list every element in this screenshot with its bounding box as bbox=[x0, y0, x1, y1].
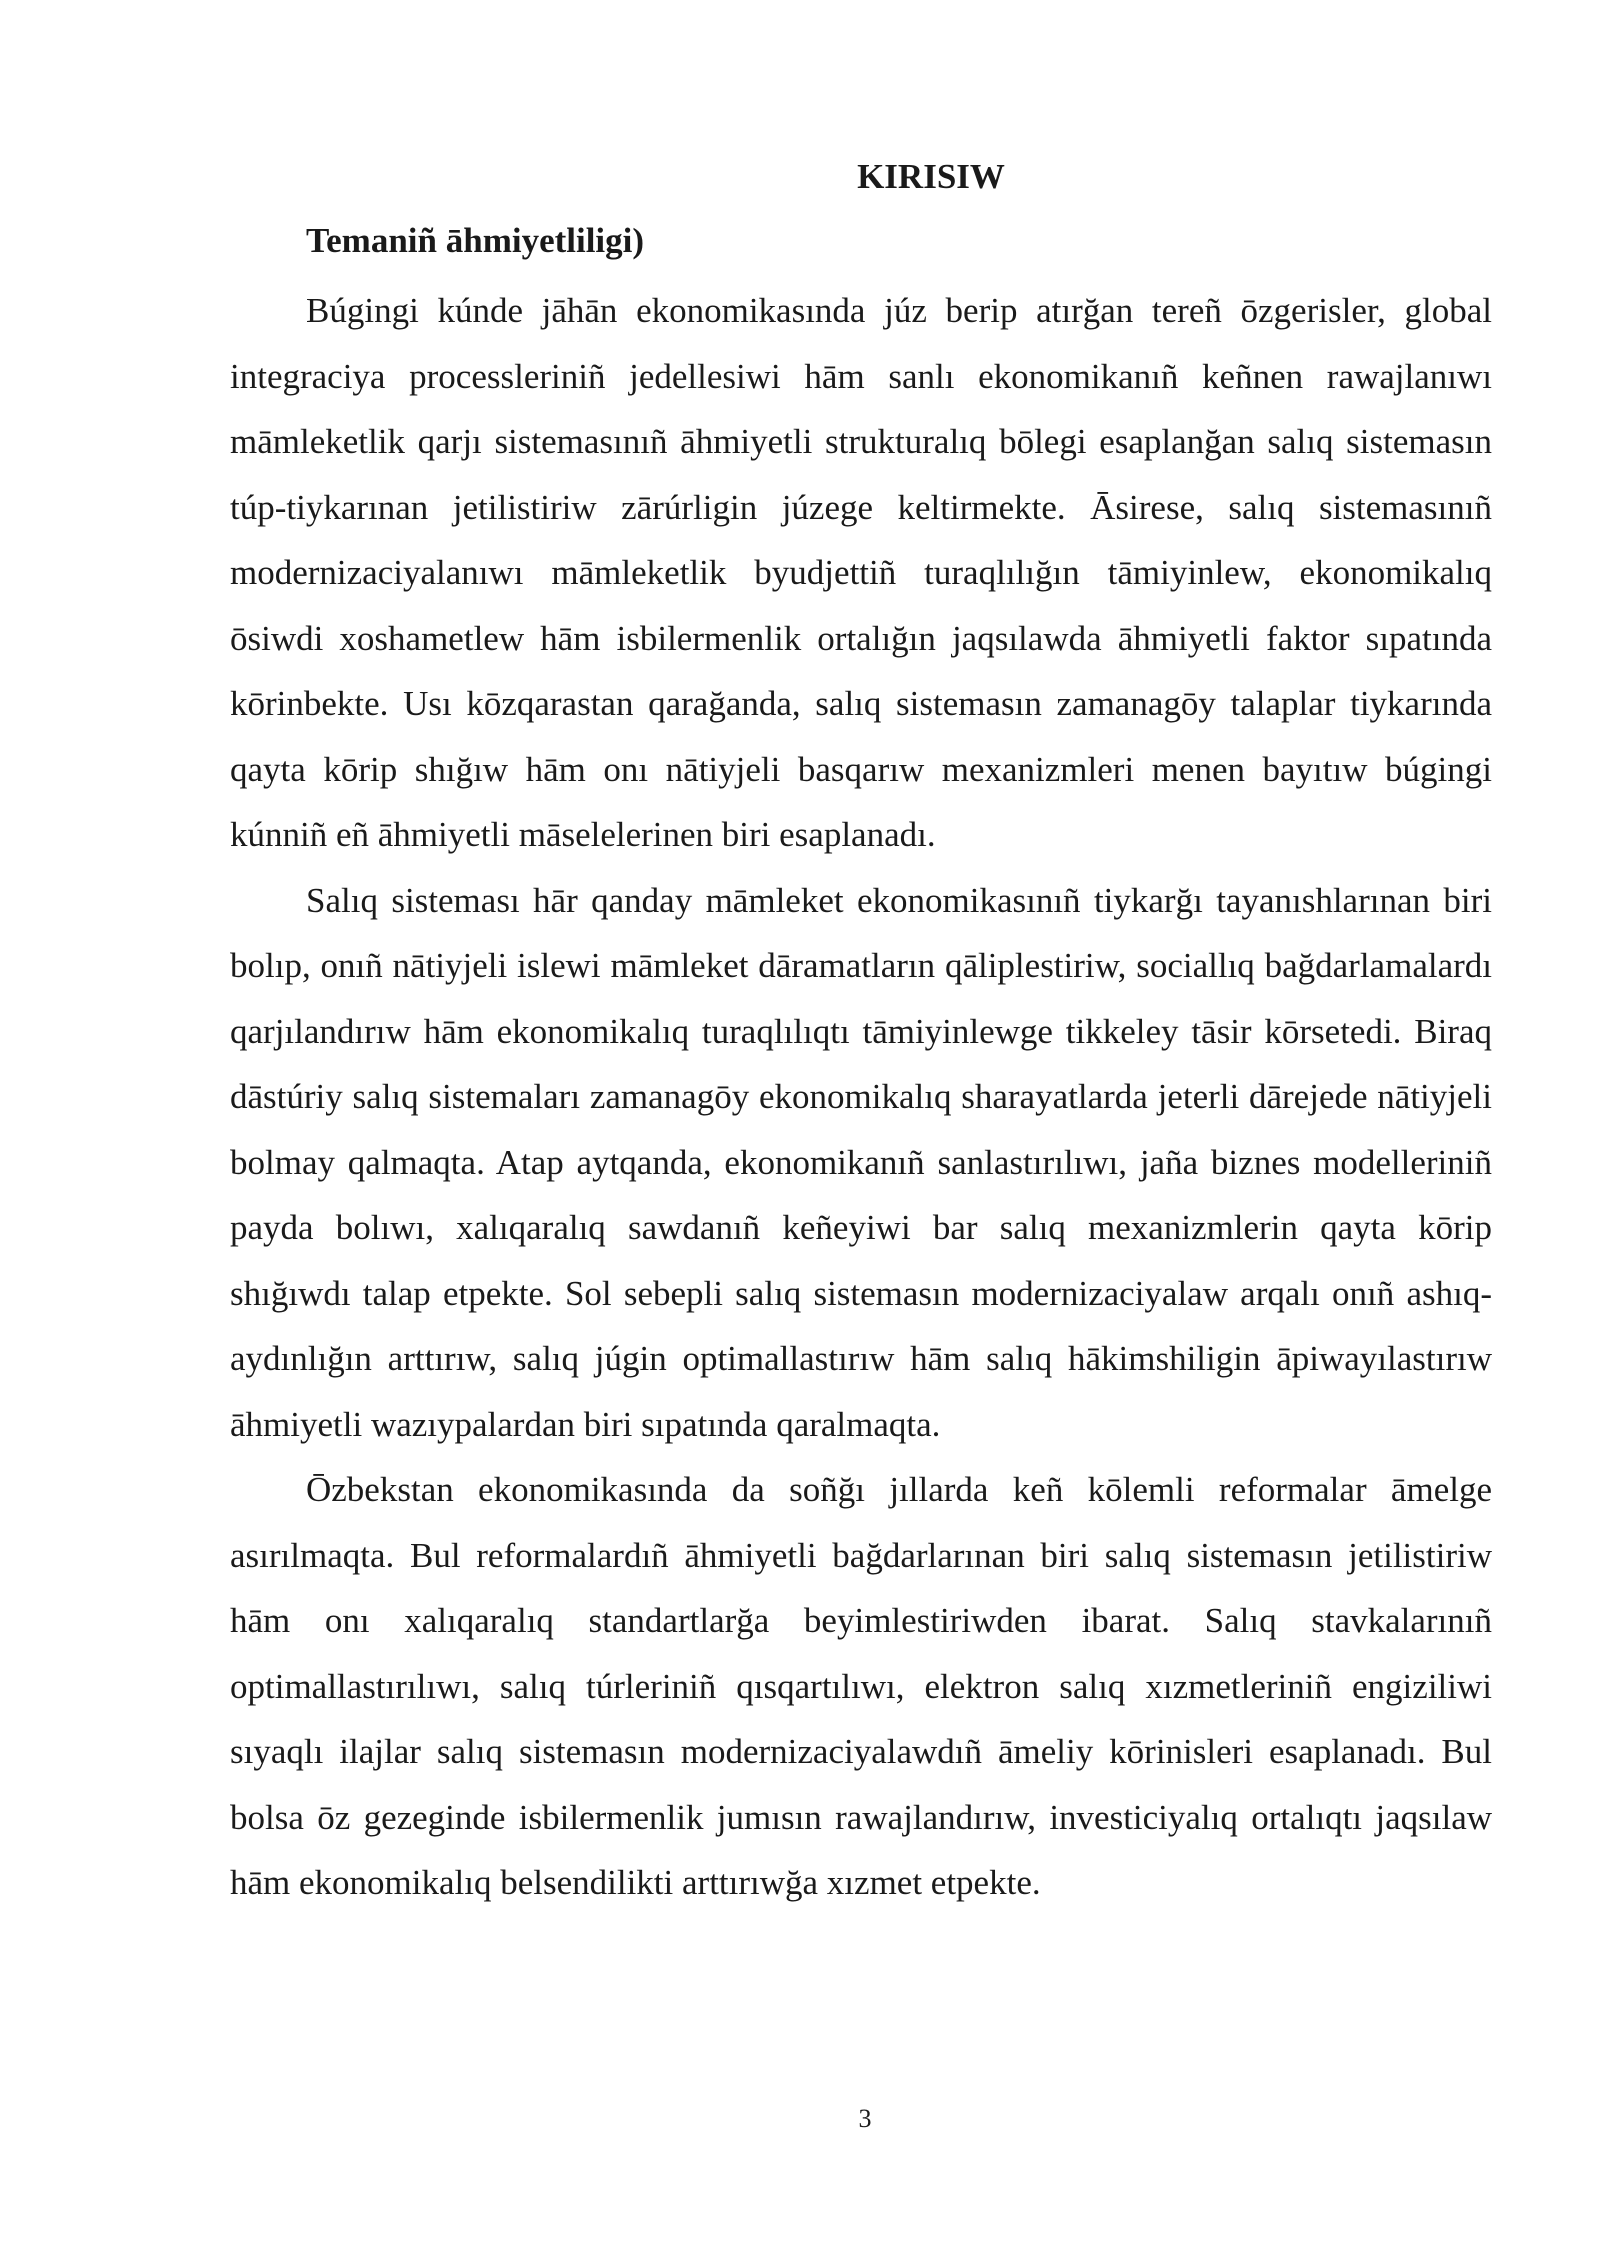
page-number: 3 bbox=[858, 2104, 872, 2133]
page-title: KIRISIW bbox=[857, 157, 1005, 196]
paragraph-3: Ōzbekstan ekonomikasında da soñğı jıllarda keñ kōlemli reformalar āmelge asırılmaqta. Bul reformalardıñ āhmiyetli bağdarlarınan biri salıq sistemasın jetilistiriw hām onı xalıqaralıq standartlarğa beyimlestiriwden ibarat. Salıq stavkalarınıñ optimallastırılıwı, salıq túrleriniñ qısqartılıwı, elektron salıq xızmetleriniñ engiziliwi sıyaqlı ilajlar salıq sistemasın modernizaciyalawdıñ āmeliy kōrinisleri esaplanadı. Bul bolsa ōz gezeginde isbilermenlik jumısın rawajlandırıw, investiciyalıq ortalıqtı jaqsılaw hām ekonomikalıq belsendilikti arttırıwğa xızmet etpekte. bbox=[230, 1470, 1492, 1902]
paragraph-1: Búgingi kúnde jāhān ekonomikasında júz berip atırğan tereñ ōzgerisler, global integraciya processleriniñ jedellesiwi hām sanlı ekonomikanıñ keñnen rawajlanıwı māmleketlik qarjı sistemasınıñ āhmiyetli strukturalıq bōlegi esaplanğan salıq sistemasın túp-tiykarınan jetilistiriw zārúrligin júzege keltirmekte. Āsirese, salıq sistemasınıñ modernizaciyalanıwı māmleketlik byudjettiñ turaqlılığın tāmiyinlew, ekonomikalıq ōsiwdi xoshametlew hām isbilermenlik ortalığın jaqsılawda āhmiyetli faktor sıpatında kōrinbekte. Usı kōzqarastan qarağanda, salıq sistemasın zamanagōy talaplar tiykarında qayta kōrip shığıw hām onı nātiyjeli basqarıw mexanizmleri menen bayıtıw búgingi kúnniñ eñ āhmiyetli māselelerinen biri esaplanadı. bbox=[230, 291, 1492, 854]
paragraph-2: Salıq sisteması hār qanday māmleket ekonomikasınıñ tiykarğı tayanıshlarınan biri bolıp, onıñ nātiyjeli islewi māmleket dāramatların qāliplestiriw, sociallıq bağdarlamalardı qarjılandırıw hām ekonomikalıq turaqlılıqtı tāmiyinlewge tikkeley tāsir kōrsetedi. Biraq dāstúriy salıq sistemaları zamanagōy ekonomikalıq sharayatlarda jeterli dārejede nātiyjeli bolmay qalmaqta. Atap aytqanda, ekonomikanıñ sanlastırılıwı, jaña biznes modelleriniñ payda bolıwı, xalıqaralıq sawdanıñ keñeyiwi bar salıq mexanizmlerin qayta kōrip shığıwdı talap etpekte. Sol sebepli salıq sistemasın modernizaciyalaw arqalı onıñ ashıq-aydınlığın arttırıw, salıq júgin optimallastırıw hām salıq hākimshiligin āpiwayılastırıw āhmiyetli wazıypalardan biri sıpatında qaralmaqta. bbox=[230, 880, 1492, 1444]
section-subtitle: Temaniñ āhmiyetliligi) bbox=[306, 221, 645, 260]
document-page bbox=[230, 150, 1492, 1916]
